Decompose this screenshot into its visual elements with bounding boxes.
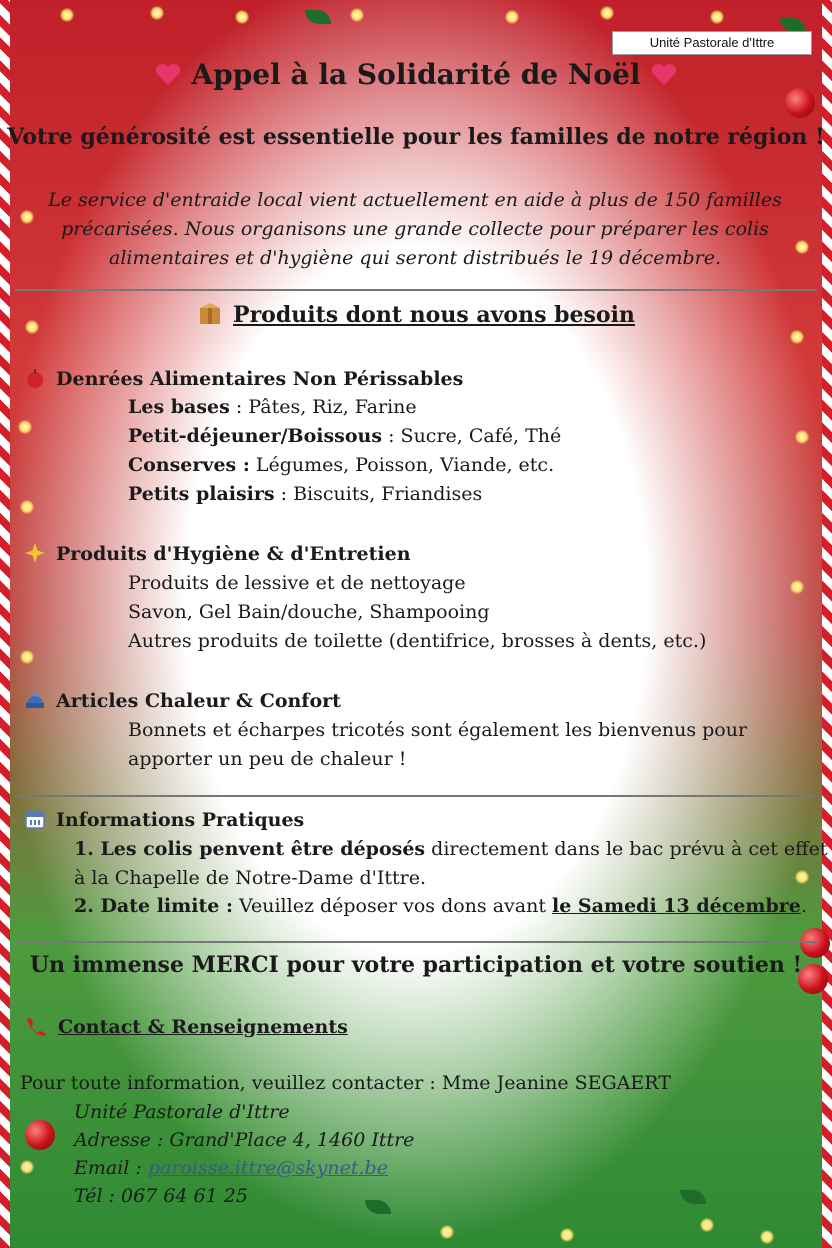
food-item-value: Légumes, Poisson, Viande, etc. <box>255 454 555 476</box>
light-icon <box>150 6 164 20</box>
light-icon <box>700 1218 714 1232</box>
food-item-value: Sucre, Café, Thé <box>400 425 562 447</box>
light-icon <box>710 10 724 24</box>
divider <box>15 289 817 291</box>
light-icon <box>795 240 809 254</box>
food-item-sep: : <box>274 483 294 505</box>
sparkle-icon <box>24 542 46 564</box>
email-label: Email : <box>74 1157 148 1179</box>
food-item-sep: : <box>229 396 249 418</box>
light-icon <box>760 1230 774 1244</box>
info-item-2 <box>74 895 807 917</box>
intro-line: Le service d'entraide local vient actuellement en aide à plus de 150 familles <box>48 189 782 211</box>
contact-title: Contact & Renseignements <box>58 1016 348 1038</box>
ornament-icon <box>785 88 815 118</box>
light-icon <box>20 650 34 664</box>
food-item <box>128 425 561 447</box>
light-icon <box>20 210 34 224</box>
hygiene-category <box>24 542 411 565</box>
package-icon <box>197 302 223 326</box>
light-icon <box>795 870 809 884</box>
thanks-message: Un immense MERCI pour votre participation et votre soutien ! <box>29 952 803 978</box>
food-title: Denrées Alimentaires Non Périssables <box>56 368 464 390</box>
light-icon <box>20 500 34 514</box>
light-icon <box>60 8 74 22</box>
holly-leaf-icon <box>365 1200 391 1214</box>
food-category <box>24 367 463 390</box>
hygiene-item: Autres produits de toilette (dentifrice, brosses à dents, etc.) <box>128 630 707 652</box>
intro-line: précarisées. Nous organisons une grande collecte pour préparer les colis <box>61 218 769 240</box>
warmth-line: apporter un peu de chaleur ! <box>128 748 407 770</box>
heart-icon <box>650 63 678 87</box>
holly-leaf-icon <box>780 18 806 32</box>
products-heading <box>0 302 832 328</box>
info-item-1-bold: 1. Les colis penvent être déposés <box>74 838 426 860</box>
contact-address: Adresse : Grand'Place 4, 1460 Ittre <box>74 1129 415 1151</box>
contact-intro: Pour toute information, veuillez contacter : Mme Jeanine SEGAERT <box>20 1072 671 1094</box>
page-title <box>0 58 832 91</box>
hygiene-title: Produits d'Hygiène & d'Entretien <box>56 543 411 565</box>
food-item-label: Petit-déjeuner/Boissous <box>128 425 383 447</box>
light-icon <box>560 1228 574 1242</box>
beanie-icon <box>24 689 46 711</box>
food-item-value: Biscuits, Friandises <box>293 483 483 505</box>
deadline-date: le Samedi 13 décembre <box>552 895 801 917</box>
light-icon <box>795 430 809 444</box>
info-item-2-bold: 2. Date limite : <box>74 895 233 917</box>
food-item <box>128 454 554 476</box>
heart-icon <box>154 63 182 87</box>
light-icon <box>790 580 804 594</box>
title-text: Appel à la Solidarité de Noël <box>191 58 641 91</box>
food-item-value: Pâtes, Riz, Farine <box>248 396 417 418</box>
light-icon <box>350 8 364 22</box>
contact-email <box>74 1157 388 1179</box>
light-icon <box>505 10 519 24</box>
food-item-label: Les bases <box>128 396 230 418</box>
candy-stripe-right <box>822 0 832 1248</box>
light-icon <box>600 6 614 20</box>
organization-badge: Unité Pastorale d'Ittre <box>612 31 812 55</box>
light-icon <box>235 10 249 24</box>
light-icon <box>18 420 32 434</box>
calendar-icon <box>24 808 46 830</box>
apple-icon <box>24 367 46 389</box>
food-item-sep: : <box>382 425 401 447</box>
light-icon <box>440 1225 454 1239</box>
intro-paragraph <box>40 186 790 273</box>
light-icon <box>20 1160 34 1174</box>
warmth-line: Bonnets et écharpes tricotés sont également les bienvenus pour <box>128 719 748 741</box>
intro-line: alimentaires et d'hygiène qui seront distribués le 19 décembre. <box>109 247 721 269</box>
info-title: Informations Pratiques <box>56 809 305 831</box>
food-item <box>128 396 417 418</box>
contact-org: Unité Pastorale d'Ittre <box>74 1101 290 1123</box>
contact-heading <box>24 1015 348 1038</box>
divider <box>15 795 817 797</box>
subtitle: Votre générosité est essentielle pour les familles de notre région ! <box>7 124 825 150</box>
divider <box>15 941 817 943</box>
food-item-label: Conserves : <box>128 454 250 476</box>
candy-stripe-left <box>0 0 10 1248</box>
info-item-1-line2: à la Chapelle de Notre-Dame d'Ittre. <box>74 867 427 889</box>
light-icon <box>790 330 804 344</box>
phone-icon <box>24 1015 48 1037</box>
holly-leaf-icon <box>305 10 331 24</box>
info-item-1-rest: directement dans le bac prévu à cet effet <box>425 838 828 860</box>
warmth-category <box>24 689 341 712</box>
contact-phone: Tél : 067 64 61 25 <box>74 1185 248 1207</box>
food-item-label: Petits plaisirs <box>128 483 275 505</box>
info-category <box>24 808 304 831</box>
info-item-1 <box>74 838 828 860</box>
email-link[interactable]: paroisse.ittre@skynet.be <box>147 1157 388 1179</box>
hygiene-item: Produits de lessive et de nettoyage <box>128 572 466 594</box>
food-item <box>128 483 482 505</box>
ornament-icon <box>25 1120 55 1150</box>
warmth-title: Articles Chaleur & Confort <box>56 690 341 712</box>
info-item-2-rest: Veuillez déposer vos dons avant <box>232 895 553 917</box>
info-item-2-end: . <box>800 895 807 917</box>
hygiene-item: Savon, Gel Bain/douche, Shampooing <box>128 601 490 623</box>
products-heading-text: Produits dont nous avons besoin <box>233 302 635 328</box>
holly-leaf-icon <box>680 1190 706 1204</box>
